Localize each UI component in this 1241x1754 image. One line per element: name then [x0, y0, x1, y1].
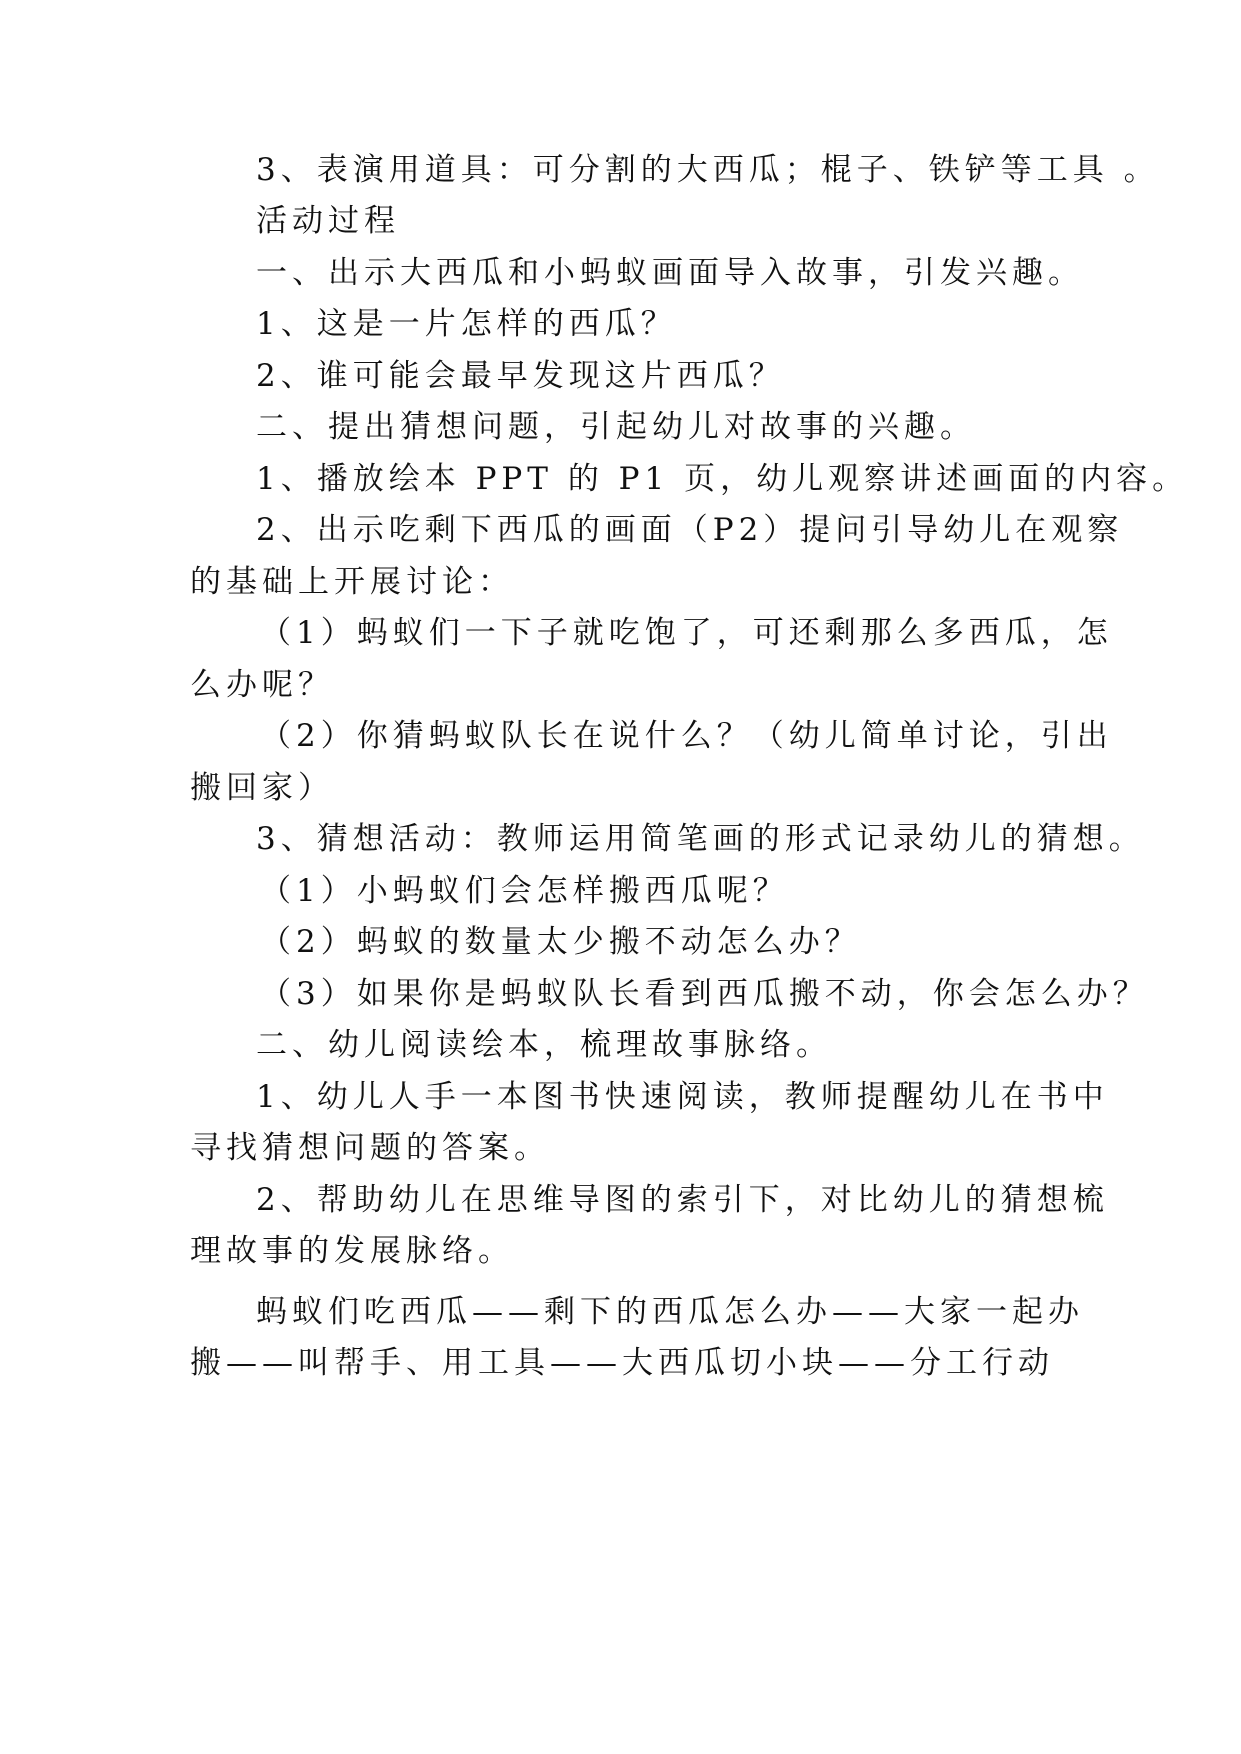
text-line: 1、幼儿人手一本图书快速阅读，教师提醒幼儿在书中 [256, 1079, 1109, 1115]
section-heading: 二、幼儿阅读绘本，梳理故事脉络。 [256, 1027, 832, 1063]
text-line: 2、出示吃剩下西瓜的画面（P2）提问引导幼儿在观察 [256, 512, 1124, 548]
text-line: （1）小蚂蚁们会怎样搬西瓜呢？ [260, 873, 789, 909]
text-line: （2）蚂蚁的数量太少搬不动怎么办？ [260, 924, 861, 960]
text-line: 么办呢？ [190, 667, 334, 703]
text-line: 2、谁可能会最早发现这片西瓜？ [256, 358, 785, 394]
text-line: 1、这是一片怎样的西瓜？ [256, 306, 677, 342]
text-line: 搬回家） [190, 770, 334, 806]
text-line: 的基础上开展讨论： [190, 564, 514, 600]
text-line: 搬——叫帮手、用工具——大西瓜切小块——分工行动 [190, 1345, 1054, 1381]
section-heading: 活动过程 [256, 203, 400, 239]
text-line: （2）你猜蚂蚁队长在说什么？（幼儿简单讨论，引出 [260, 718, 1113, 754]
text-line: 寻找猜想问题的答案。 [190, 1130, 550, 1166]
text-line: 2、帮助幼儿在思维导图的索引下，对比幼儿的猜想梳 [256, 1182, 1109, 1218]
text-line: （3）如果你是蚂蚁队长看到西瓜搬不动，你会怎么办？ [260, 976, 1149, 1012]
section-heading: 二、提出猜想问题，引起幼儿对故事的兴趣。 [256, 409, 976, 445]
section-heading: 一、出示大西瓜和小蚂蚁画面导入故事，引发兴趣。 [256, 255, 1084, 291]
text-line: 1、播放绘本 PPT 的 P1 页，幼儿观察讲述画面的内容。 [256, 461, 1189, 497]
text-line: 3、猜想活动：教师运用简笔画的形式记录幼儿的猜想。 [256, 821, 1145, 857]
text-line: 3、表演用道具：可分割的大西瓜；棍子、铁铲等工具 。 [256, 152, 1160, 188]
text-line: 蚂蚁们吃西瓜——剩下的西瓜怎么办——大家一起办 [256, 1294, 1084, 1330]
text-line: 理故事的发展脉络。 [190, 1233, 514, 1269]
text-line: （1）蚂蚁们一下子就吃饱了，可还剩那么多西瓜，怎 [260, 615, 1113, 651]
